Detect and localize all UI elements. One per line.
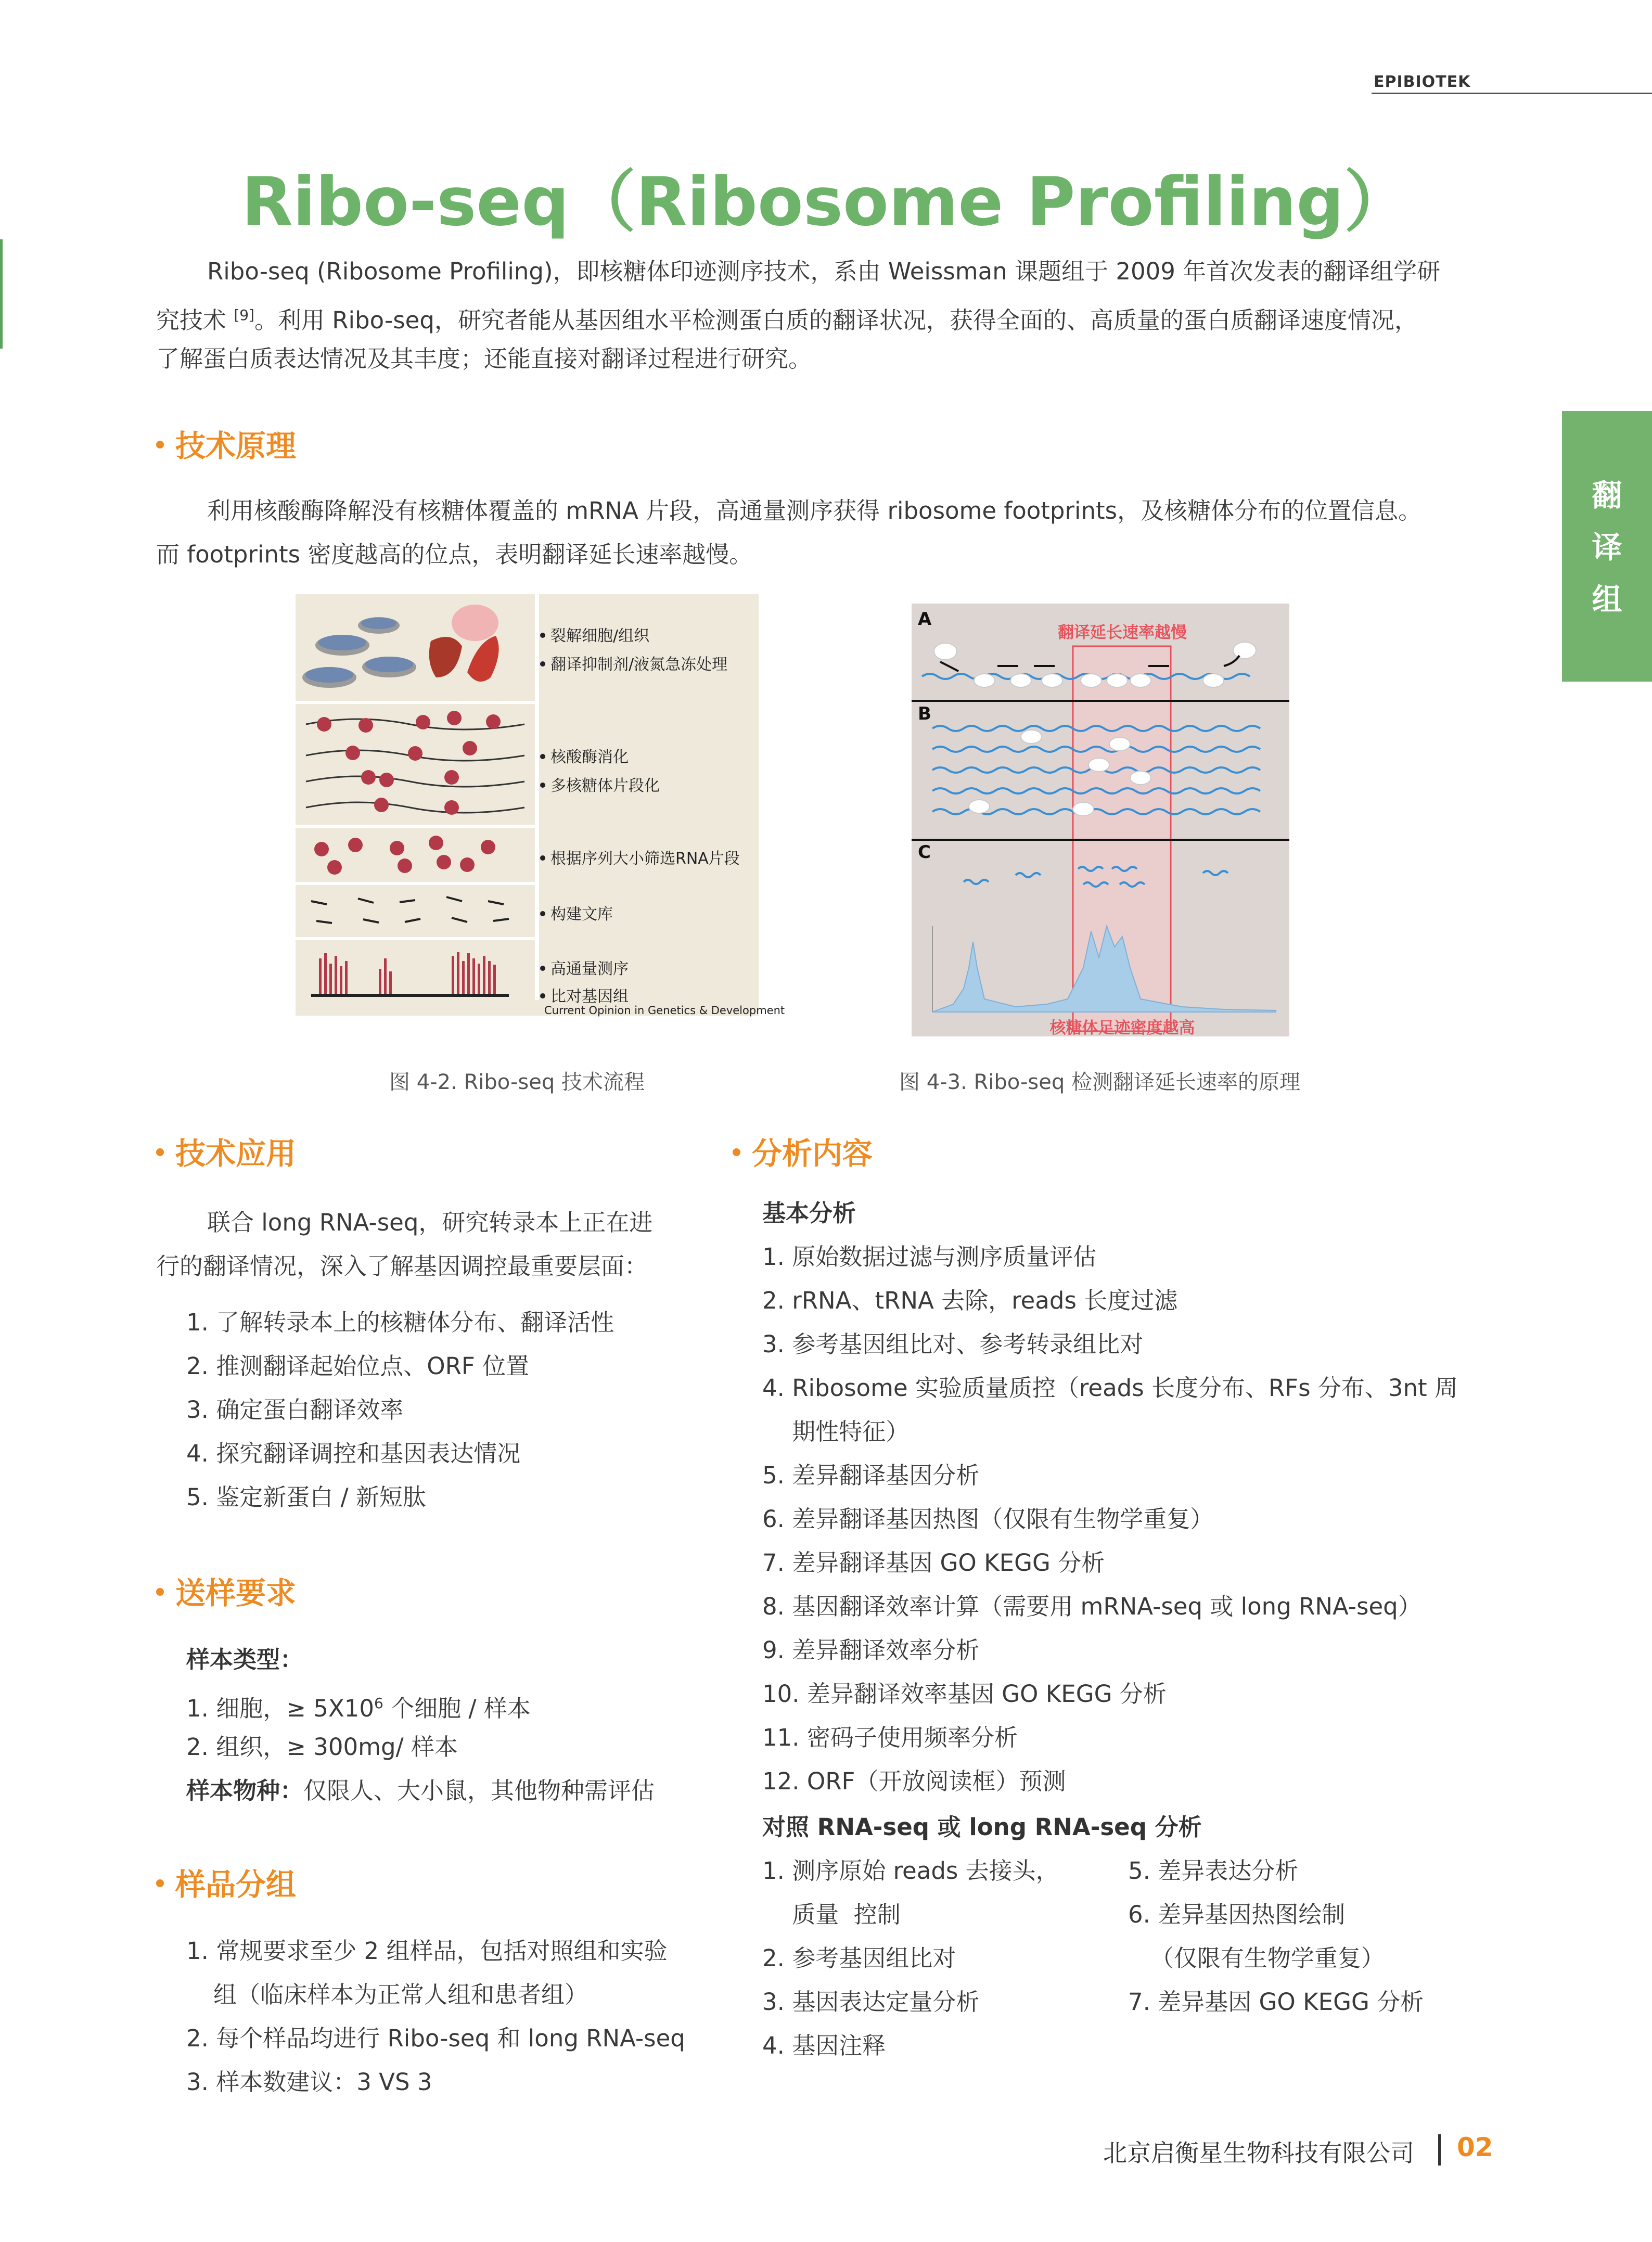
list-item: 2. 推测翻译起始位点、ORF 位置 xyxy=(186,1352,530,1380)
side-tab-char: 组 xyxy=(1592,582,1622,617)
list-item: 2. rRNA、tRNA 去除，reads 长度过滤 xyxy=(762,1287,1178,1314)
workflow-step-label: 高通量测序 xyxy=(540,956,629,979)
ribosome-group xyxy=(317,711,501,815)
list-item: 5. 差异表达分析 xyxy=(1128,1857,1299,1885)
list-item: （仅限有生物学重复） xyxy=(1128,1944,1385,1972)
list-item: 5. 差异翻译基因分析 xyxy=(762,1462,980,1489)
panel-label: A xyxy=(918,609,932,630)
intro-line: 了解蛋白质表达情况及其丰度；还能直接对翻译过程进行研究。 xyxy=(156,345,812,373)
brand-name: EPIBIOTEK xyxy=(1374,73,1471,91)
page-title: Ribo-seq（Ribosome Profiling） xyxy=(241,163,1411,241)
bullet-dot xyxy=(156,1879,164,1887)
principle-line: 利用核酸酶降解没有核糖体覆盖的 mRNA 片段，高通量测序获得 ribosome footprints，及核糖体分布的位置信息。 xyxy=(207,497,1422,524)
list-item: 期性特征） xyxy=(762,1418,910,1445)
workflow-step-label: 翻译抑制剂/液氮急冻处理 xyxy=(540,651,727,674)
list-item: 1. 了解转录本上的核糖体分布、翻译活性 xyxy=(186,1309,614,1336)
species-label: 样本物种： xyxy=(186,1777,304,1804)
bullet-dot xyxy=(156,1148,164,1156)
sample-type-label: 样本类型： xyxy=(186,1646,304,1673)
list-item: 7. 差异翻译基因 GO KEGG 分析 xyxy=(762,1549,1105,1577)
section-heading-text: 技术应用 xyxy=(175,1136,297,1171)
species-value: 仅限人、大小鼠，其他物种需评估 xyxy=(303,1777,655,1804)
section-heading-text: 分析内容 xyxy=(752,1136,873,1171)
section-heading-analysis xyxy=(733,1129,873,1173)
bullet-dot xyxy=(156,1588,164,1596)
bullet-dot xyxy=(156,441,164,449)
list-item: 10. 差异翻译效率基因 GO KEGG 分析 xyxy=(762,1680,1167,1708)
principle-line: 而 footprints 密度越高的位点，表明翻译延长速率越慢。 xyxy=(156,541,753,568)
basic-analysis-title: 基本分析 xyxy=(762,1199,856,1227)
grouping-item: 3. 样本数建议：3 VS 3 xyxy=(186,2068,432,2096)
section-heading-grouping xyxy=(156,1860,296,1904)
list-item: 6. 差异基因热图绘制 xyxy=(1128,1901,1346,1928)
list-item: 3. 确定蛋白翻译效率 xyxy=(186,1396,404,1424)
petri-dish-icon xyxy=(302,617,416,688)
elongation-figure xyxy=(912,604,1289,1036)
brain-icon xyxy=(452,605,498,641)
side-tab-char: 翻 xyxy=(1592,478,1622,513)
workflow-step-label: 根据序列大小筛选RNA片段 xyxy=(540,845,740,868)
bullet-dot xyxy=(733,1148,740,1156)
list-item: 4. 基因注释 xyxy=(762,2032,886,2059)
workflow-step-label: 多核糖体片段化 xyxy=(540,773,660,796)
genome-line xyxy=(311,994,509,997)
side-tab xyxy=(1562,411,1652,682)
figure-caption: 图 4-3. Ribo-seq 检测翻译延长速率的原理 xyxy=(899,1070,1300,1094)
workflow-step-label: 裂解细胞/组织 xyxy=(540,623,649,646)
page-number: 02 xyxy=(1457,2132,1493,2162)
section-heading-application xyxy=(156,1129,296,1173)
figure-caption: 图 4-2. Ribo-seq 技术流程 xyxy=(389,1070,645,1094)
workflow-step-label: 比对基因组 xyxy=(540,983,629,1006)
intro-text: 。利用 Ribo-seq，研究者能从基因组水平检测蛋白质的翻译状况，获得全面的、高质量的蛋白质翻译速度情况， xyxy=(254,306,1418,334)
header-rule xyxy=(1372,93,1652,94)
footer-company: 北京启衡星生物科技有限公司 xyxy=(1103,2139,1414,2167)
workflow-step-label: 构建文库 xyxy=(540,901,613,924)
list-item: 9. 差异翻译效率分析 xyxy=(762,1636,980,1664)
list-item: 2. 参考基因组比对 xyxy=(762,1944,956,1972)
section-heading-text: 样品分组 xyxy=(175,1867,297,1902)
workflow-step-label: 核酸酶消化 xyxy=(540,744,629,767)
figure-highlight-label: 核糖体足迹密度越高 xyxy=(1049,1019,1195,1037)
grouping-item: 2. 每个样品均进行 Ribo-seq 和 long RNA-seq xyxy=(186,2025,685,2052)
panel-label: C xyxy=(918,842,931,863)
workflow-figure xyxy=(296,594,785,1017)
section-heading-text: 技术原理 xyxy=(175,428,297,464)
figure-credit: Current Opinion in Genetics & Development xyxy=(544,1004,785,1017)
list-item: 4. 探究翻译调控和基因表达情况 xyxy=(186,1440,521,1467)
intro-line xyxy=(156,293,1418,342)
basic-analysis-list xyxy=(762,1235,1458,1803)
list-item: 质量 控制 xyxy=(762,1901,901,1928)
library-fragment-group xyxy=(311,897,509,923)
list-item: 5. 鉴定新蛋白 / 新短肽 xyxy=(186,1483,427,1511)
section-heading-text: 送样要求 xyxy=(175,1575,297,1611)
list-item: 4. Ribosome 实验质量质控（reads 长度分布、RFs 分布、3nt 周 xyxy=(762,1374,1458,1402)
intro-text: 究技术 xyxy=(156,306,234,334)
section-heading-sample xyxy=(156,1569,296,1612)
left-edge-mark xyxy=(0,239,3,349)
figure-highlight-label: 翻译延长速率越慢 xyxy=(1058,623,1187,642)
reference-marker: [9] xyxy=(234,306,254,324)
application-line: 联合 long RNA-seq，研究转录本上正在进 xyxy=(207,1209,653,1236)
footer-separator xyxy=(1438,2134,1441,2166)
list-item: 1. 原始数据过滤与测序质量评估 xyxy=(762,1243,1097,1271)
list-item: 3. 参考基因组比对、参考转录组比对 xyxy=(762,1330,1144,1358)
sample-species xyxy=(186,1769,655,1813)
list-item: 8. 基因翻译效率计算（需要用 mRNA-seq 或 long RNA-seq） xyxy=(762,1593,1422,1620)
list-item: 7. 差异基因 GO KEGG 分析 xyxy=(1128,1988,1424,2016)
fragment-group xyxy=(314,836,495,875)
grouping-item: 1. 常规要求至少 2 组样品，包括对照组和实验 xyxy=(186,1937,668,1965)
application-list xyxy=(186,1301,614,1519)
elongation-illustration xyxy=(912,604,1289,1036)
list-item: 11. 密码子使用频率分析 xyxy=(762,1724,1018,1751)
panel-label: B xyxy=(918,703,931,724)
reads-histogram xyxy=(319,952,496,995)
side-tab-char: 译 xyxy=(1592,530,1622,565)
mrna-strand-group xyxy=(306,719,524,813)
grouping-item: 组（临床样本为正常人组和患者组） xyxy=(213,1981,588,2008)
sample-item: 1. 细胞，≥ $5X10^6$ 个细胞 / 样本 xyxy=(186,1695,531,1722)
section-heading-principle xyxy=(156,421,296,465)
list-item: 6. 差异翻译基因热图（仅限有生物学重复） xyxy=(762,1505,1214,1533)
sample-item: 2. 组织，≥ 300mg/ 样本 xyxy=(186,1733,458,1761)
list-item: 1. 测序原始 reads 去接头， xyxy=(762,1857,1059,1885)
muscle-icon xyxy=(467,636,499,682)
control-analysis-list-left xyxy=(762,1849,1059,2068)
list-item: 3. 基因表达定量分析 xyxy=(762,1988,980,2016)
liver-icon xyxy=(429,637,462,677)
list-item: 12. ORF（开放阅读框）预测 xyxy=(762,1767,1066,1795)
application-line: 行的翻译情况，深入了解基因调控最重要层面： xyxy=(156,1252,648,1280)
intro-line: Ribo-seq (Ribosome Profiling)，即核糖体印迹测序技术，系由 Weissman 课题组于 2009 年首次发表的翻译组学研 xyxy=(207,258,1441,285)
control-analysis-title: 对照 RNA-seq 或 long RNA-seq 分析 xyxy=(762,1813,1202,1841)
control-analysis-list-right xyxy=(1128,1849,1424,2024)
